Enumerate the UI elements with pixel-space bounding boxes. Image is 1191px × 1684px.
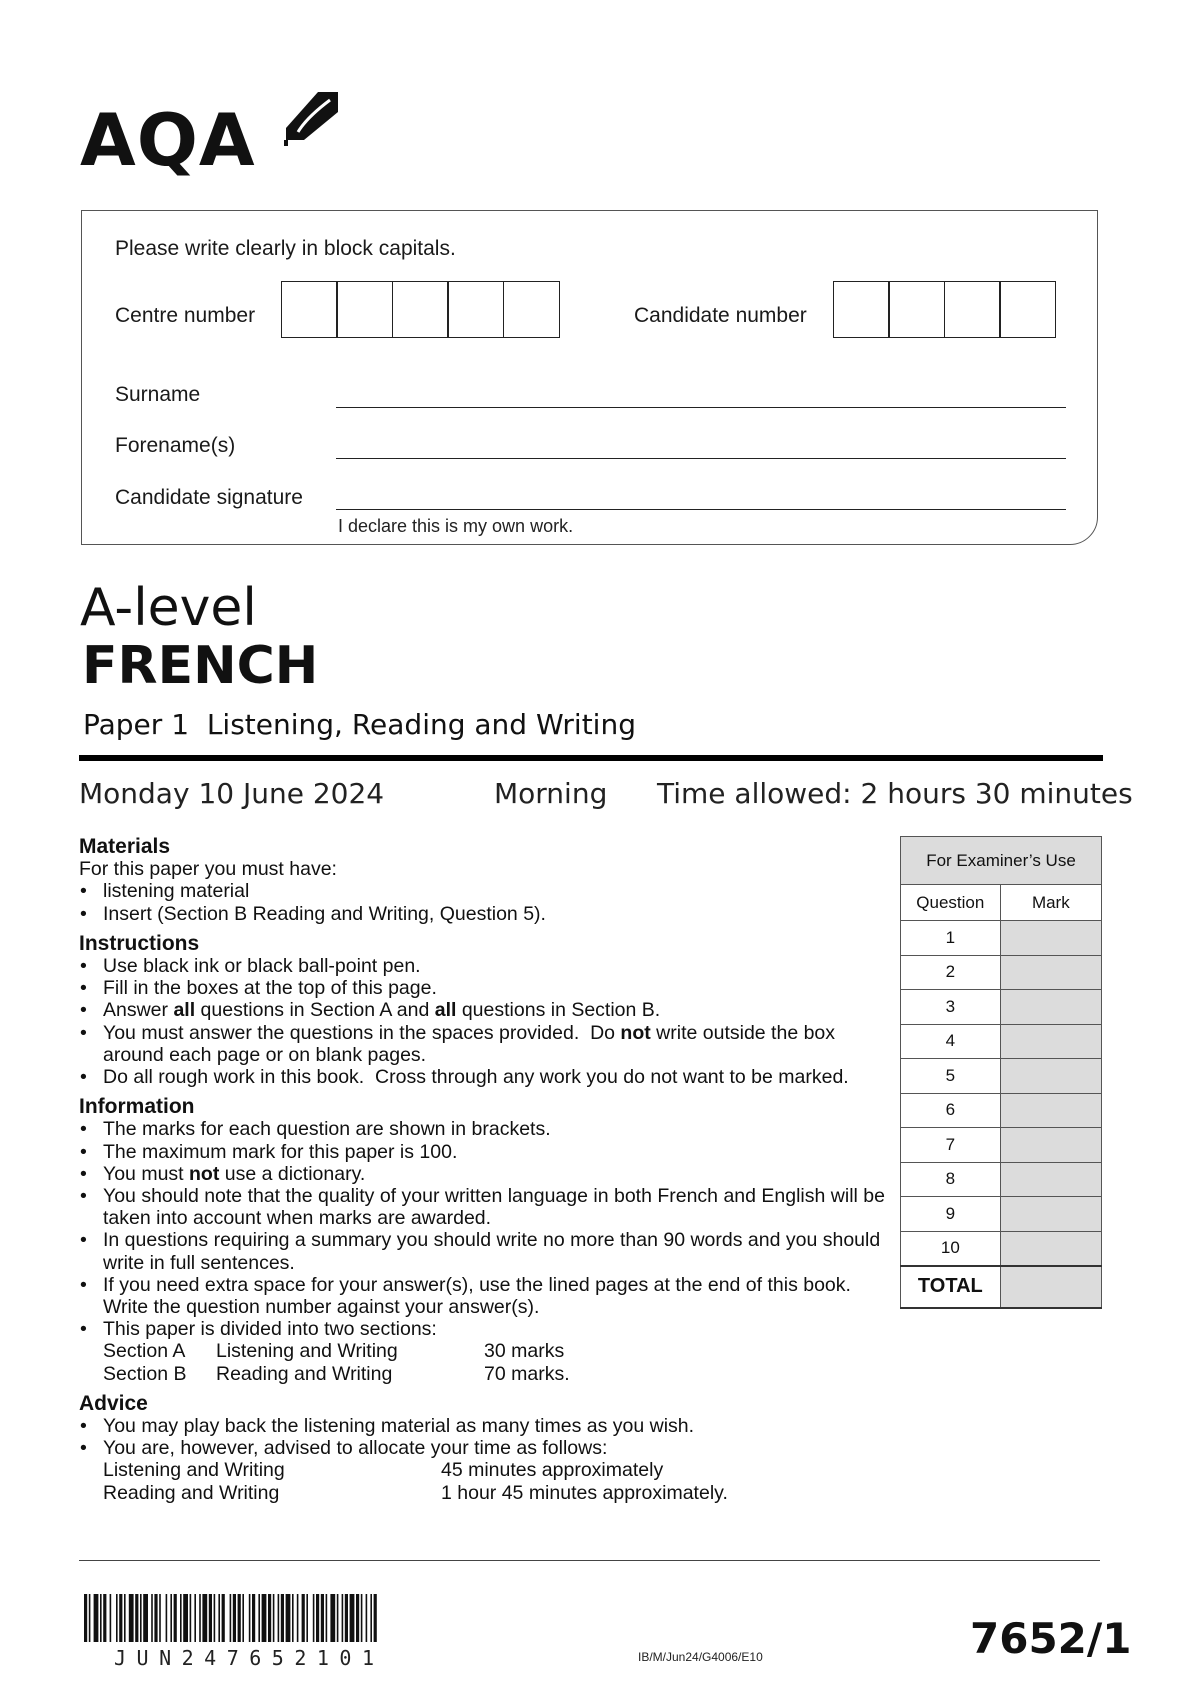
examiner-use-table: [900, 836, 1102, 1309]
candidate-digit-box[interactable]: [888, 281, 945, 338]
reference-code: IB/M/Jun24/G4006/E10: [638, 1650, 763, 1664]
centre-digit-box[interactable]: [281, 281, 338, 338]
instruction-item: • Answer all questions in Section A and all questions in Section B.: [79, 999, 889, 1021]
candidate-digit-box[interactable]: [833, 281, 890, 338]
signature-field[interactable]: [336, 509, 1066, 510]
candidate-number-label: Candidate number: [634, 304, 807, 327]
materials-list: [79, 880, 889, 924]
allocation-part: Reading and Writing: [103, 1481, 280, 1504]
materials-intro: For this paper you must have:: [79, 858, 337, 881]
candidate-details-box: [81, 210, 1098, 545]
mark-column-header: Mark: [1000, 885, 1101, 921]
section-name: Section B: [103, 1362, 187, 1385]
information-heading: Information: [79, 1095, 195, 1119]
mark-cell: [1000, 1197, 1101, 1232]
signature-label: Candidate signature: [115, 486, 303, 509]
mark-cell: [1000, 1231, 1101, 1266]
examiner-row: [901, 1197, 1102, 1232]
question-number-cell: 9: [901, 1197, 1001, 1232]
information-item: • In questions requiring a summary you should write no more than 90 words and you should write in full sentences.: [79, 1229, 889, 1273]
mark-cell: [1000, 1128, 1101, 1163]
mark-cell: [1000, 921, 1101, 956]
exam-date: Monday 10 June 2024: [79, 777, 385, 810]
candidate-digit-box[interactable]: [944, 281, 1001, 338]
time-allowed: Time allowed: 2 hours 30 minutes: [657, 777, 1133, 810]
subject-title: FRENCH: [82, 636, 319, 696]
examiner-row: [901, 1128, 1102, 1163]
materials-item: • listening material: [79, 880, 889, 902]
examiner-row: [901, 955, 1102, 990]
logo-text: AQA: [80, 98, 256, 182]
allocation-row: [79, 1482, 889, 1504]
footer-divider: [79, 1560, 1100, 1561]
question-number-cell: 5: [901, 1059, 1001, 1094]
instructions-heading: Instructions: [79, 931, 200, 955]
section-title: Listening and Writing: [216, 1340, 398, 1363]
aqa-logo: [80, 88, 340, 188]
examiner-row: [901, 1059, 1102, 1094]
materials-item: • Insert (Section B Reading and Writing, Question 5).: [79, 903, 889, 925]
paper-title: [83, 708, 636, 741]
allocation-part: Listening and Writing: [103, 1459, 285, 1482]
question-column-header: Question: [901, 885, 1001, 921]
advice-list: [79, 1415, 889, 1459]
centre-digit-box[interactable]: [503, 281, 560, 338]
declaration-text: I declare this is my own work.: [338, 516, 574, 536]
total-mark-cell: [1000, 1266, 1101, 1308]
mark-cell: [1000, 1024, 1101, 1059]
allocation-row: [79, 1459, 889, 1481]
section-row: [79, 1363, 889, 1385]
candidate-digit-box[interactable]: [999, 281, 1056, 338]
title-divider: [79, 755, 1103, 761]
candidate-number-boxes[interactable]: [834, 281, 1056, 338]
total-label: TOTAL: [901, 1266, 1001, 1308]
information-item: • The maximum mark for this paper is 100.: [79, 1141, 889, 1163]
information-item: • You must not use a dictionary.: [79, 1163, 889, 1185]
mark-cell: [1000, 1059, 1101, 1094]
instruction-item: • Do all rough work in this book. Cross through any work you do not want to be marked.: [79, 1066, 889, 1088]
information-item: • If you need extra space for your answer(s), use the lined pages at the end of this book. Write the question number against your answer(s).: [79, 1274, 889, 1318]
examiner-row: [901, 1162, 1102, 1197]
question-number-cell: 10: [901, 1231, 1001, 1266]
mark-cell: [1000, 1162, 1101, 1197]
section-title: Reading and Writing: [216, 1362, 393, 1385]
aqa-leaf-icon: [284, 88, 340, 148]
paper-number: Paper 1: [83, 708, 190, 741]
advice-item: • You are, however, advised to allocate your time as follows:: [79, 1437, 889, 1459]
allocation-time: 45 minutes approximately: [441, 1459, 664, 1482]
examiner-row: [901, 1231, 1102, 1266]
examiner-row: [901, 1024, 1102, 1059]
question-number-cell: 3: [901, 990, 1001, 1025]
examiner-table-heading: For Examiner’s Use: [901, 837, 1102, 885]
barcode-text: JUN247652101: [114, 1646, 385, 1670]
forenames-field[interactable]: [336, 458, 1066, 459]
centre-digit-box[interactable]: [392, 281, 449, 338]
question-number-cell: 7: [901, 1128, 1001, 1163]
instruction-item: • Fill in the boxes at the top of this page.: [79, 977, 889, 999]
instruction-item: • Use black ink or black ball-point pen.: [79, 955, 889, 977]
section-marks: 70 marks.: [484, 1362, 570, 1385]
section-marks: 30 marks: [484, 1340, 565, 1363]
instructions-list: [79, 955, 889, 1088]
section-row: [79, 1340, 889, 1362]
barcode: [84, 1594, 474, 1644]
information-item: • The marks for each question are shown in brackets.: [79, 1118, 889, 1140]
paper-name: Listening, Reading and Writing: [206, 708, 636, 741]
information-item: • You should note that the quality of your written language in both French and English will be taken into account when marks are awarded.: [79, 1185, 889, 1229]
forenames-label: Forename(s): [115, 434, 236, 457]
information-list: [79, 1118, 889, 1340]
advice-item: • You may play back the listening material as many times as you wish.: [79, 1415, 889, 1437]
instruction-item: • You must answer the questions in the spaces provided. Do not write outside the box around each page or on blank pages.: [79, 1022, 889, 1066]
sections-list: [79, 1340, 889, 1384]
mark-cell: [1000, 990, 1101, 1025]
question-number-cell: 6: [901, 1093, 1001, 1128]
information-item: • This paper is divided into two sections:: [79, 1318, 889, 1340]
block-capitals-instruction: Please write clearly in block capitals.: [115, 237, 456, 260]
question-number-cell: 8: [901, 1162, 1001, 1197]
time-allocation-list: [79, 1459, 889, 1503]
surname-label: Surname: [115, 383, 201, 406]
allocation-time: 1 hour 45 minutes approximately.: [441, 1481, 728, 1504]
examiner-row: [901, 921, 1102, 956]
question-number-cell: 1: [901, 921, 1001, 956]
qualification-level: A-level: [80, 578, 257, 638]
surname-field[interactable]: [336, 407, 1066, 408]
centre-digit-box[interactable]: [336, 281, 393, 338]
centre-number-boxes[interactable]: [282, 281, 560, 338]
question-number-cell: 2: [901, 955, 1001, 990]
paper-code: 7652/1: [970, 1614, 1132, 1663]
materials-heading: Materials: [79, 835, 171, 858]
examiner-row: [901, 1093, 1102, 1128]
examiner-row: [901, 990, 1102, 1025]
advice-heading: Advice: [79, 1391, 148, 1415]
exam-session: Morning: [494, 777, 608, 810]
mark-cell: [1000, 955, 1101, 990]
centre-digit-box[interactable]: [447, 281, 504, 338]
mark-cell: [1000, 1093, 1101, 1128]
centre-number-label: Centre number: [115, 304, 256, 327]
instructions-column: [79, 836, 889, 1504]
question-number-cell: 4: [901, 1024, 1001, 1059]
section-name: Section A: [103, 1340, 186, 1363]
